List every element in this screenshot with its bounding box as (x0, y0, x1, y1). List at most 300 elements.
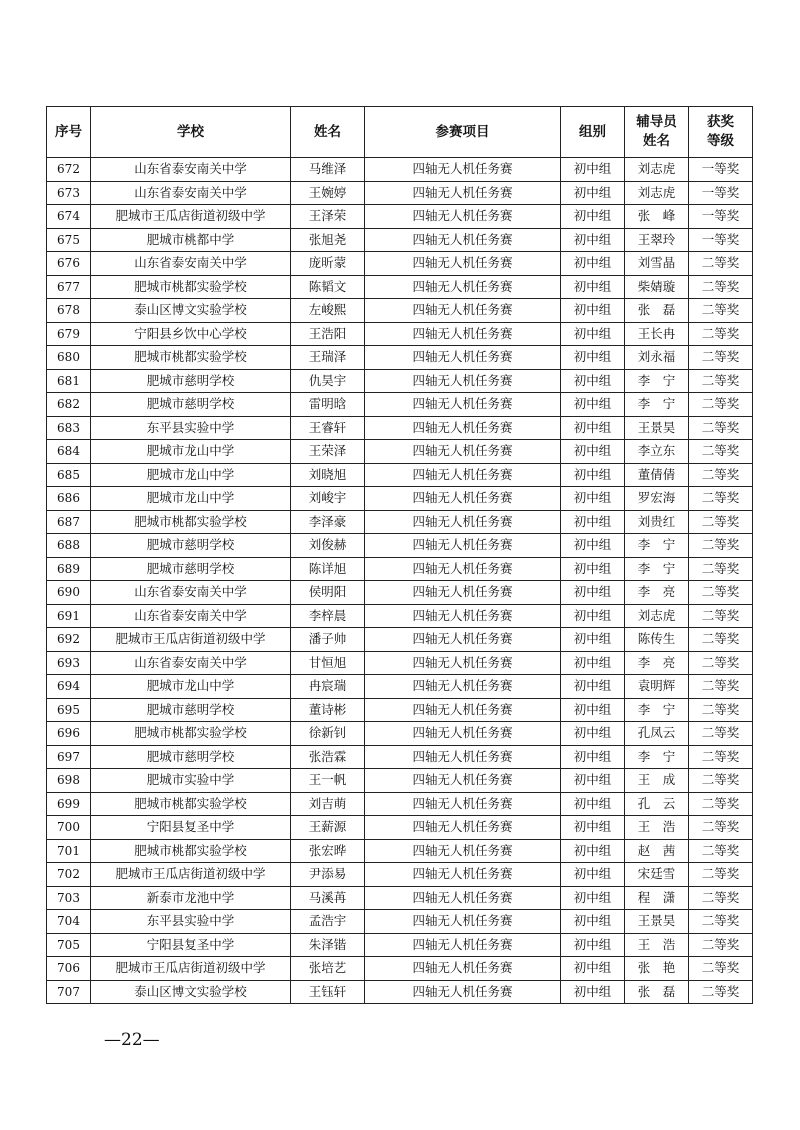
cell-group: 初中组 (561, 745, 625, 769)
cell-no: 703 (47, 886, 91, 910)
table-row (47, 980, 753, 1004)
table-row (47, 910, 753, 934)
cell-coach: 赵 茜 (625, 839, 689, 863)
cell-award: 二等奖 (689, 322, 753, 346)
cell-coach: 张 艳 (625, 957, 689, 981)
cell-no: 695 (47, 698, 91, 722)
cell-project: 四轴无人机任务赛 (365, 675, 561, 699)
cell-project: 四轴无人机任务赛 (365, 722, 561, 746)
cell-award: 二等奖 (689, 299, 753, 323)
cell-project: 四轴无人机任务赛 (365, 957, 561, 981)
table-row (47, 628, 753, 652)
cell-no: 679 (47, 322, 91, 346)
cell-name: 张浩霖 (291, 745, 365, 769)
cell-school: 肥城市王瓜店街道初级中学 (91, 205, 291, 229)
cell-project: 四轴无人机任务赛 (365, 228, 561, 252)
table-header (47, 107, 753, 158)
cell-group: 初中组 (561, 181, 625, 205)
cell-school: 肥城市实验中学 (91, 769, 291, 793)
cell-award: 二等奖 (689, 980, 753, 1004)
cell-school: 肥城市慈明学校 (91, 534, 291, 558)
cell-award: 二等奖 (689, 651, 753, 675)
cell-school: 山东省泰安南关中学 (91, 581, 291, 605)
cell-coach: 王翠玲 (625, 228, 689, 252)
cell-no: 674 (47, 205, 91, 229)
cell-group: 初中组 (561, 557, 625, 581)
cell-coach: 柴婧璇 (625, 275, 689, 299)
cell-no: 696 (47, 722, 91, 746)
table-row (47, 416, 753, 440)
cell-coach: 刘志虎 (625, 181, 689, 205)
cell-name: 董诗彬 (291, 698, 365, 722)
cell-award: 二等奖 (689, 957, 753, 981)
cell-group: 初中组 (561, 933, 625, 957)
table-row (47, 863, 753, 887)
cell-name: 张旭尧 (291, 228, 365, 252)
cell-no: 683 (47, 416, 91, 440)
cell-award: 二等奖 (689, 698, 753, 722)
cell-group: 初中组 (561, 228, 625, 252)
cell-award: 二等奖 (689, 557, 753, 581)
cell-project: 四轴无人机任务赛 (365, 557, 561, 581)
page-number: —22— (104, 1030, 160, 1050)
cell-project: 四轴无人机任务赛 (365, 534, 561, 558)
cell-school: 肥城市桃都实验学校 (91, 722, 291, 746)
cell-award: 二等奖 (689, 792, 753, 816)
table-row (47, 252, 753, 276)
cell-group: 初中组 (561, 510, 625, 534)
cell-project: 四轴无人机任务赛 (365, 252, 561, 276)
cell-coach: 王 浩 (625, 933, 689, 957)
cell-no: 678 (47, 299, 91, 323)
cell-no: 673 (47, 181, 91, 205)
table-row (47, 228, 753, 252)
cell-project: 四轴无人机任务赛 (365, 581, 561, 605)
cell-group: 初中组 (561, 393, 625, 417)
cell-school: 肥城市慈明学校 (91, 557, 291, 581)
cell-group: 初中组 (561, 628, 625, 652)
cell-award: 二等奖 (689, 440, 753, 464)
cell-no: 704 (47, 910, 91, 934)
cell-name: 潘子帅 (291, 628, 365, 652)
cell-name: 刘峻宇 (291, 487, 365, 511)
cell-name: 庞昕蒙 (291, 252, 365, 276)
cell-project: 四轴无人机任务赛 (365, 651, 561, 675)
cell-coach: 袁明辉 (625, 675, 689, 699)
cell-award: 二等奖 (689, 393, 753, 417)
cell-school: 肥城市龙山中学 (91, 487, 291, 511)
cell-name: 张培艺 (291, 957, 365, 981)
table-row (47, 651, 753, 675)
table-row (47, 181, 753, 205)
cell-coach: 张 磊 (625, 299, 689, 323)
cell-group: 初中组 (561, 581, 625, 605)
cell-coach: 张 磊 (625, 980, 689, 1004)
cell-name: 左峻熙 (291, 299, 365, 323)
cell-no: 685 (47, 463, 91, 487)
cell-award: 二等奖 (689, 581, 753, 605)
cell-school: 东平县实验中学 (91, 416, 291, 440)
cell-award: 二等奖 (689, 252, 753, 276)
header-award-line1: 获奖 (707, 114, 734, 130)
cell-no: 689 (47, 557, 91, 581)
cell-group: 初中组 (561, 910, 625, 934)
cell-no: 694 (47, 675, 91, 699)
cell-no: 680 (47, 346, 91, 370)
cell-name: 侯明阳 (291, 581, 365, 605)
cell-award: 一等奖 (689, 228, 753, 252)
cell-coach: 王景昊 (625, 910, 689, 934)
cell-no: 677 (47, 275, 91, 299)
table-row (47, 604, 753, 628)
cell-award: 二等奖 (689, 675, 753, 699)
table-row (47, 463, 753, 487)
cell-coach: 刘贵红 (625, 510, 689, 534)
header-project: 参赛项目 (365, 107, 561, 158)
cell-school: 肥城市慈明学校 (91, 745, 291, 769)
table-row (47, 393, 753, 417)
cell-project: 四轴无人机任务赛 (365, 839, 561, 863)
cell-group: 初中组 (561, 651, 625, 675)
header-coach (625, 107, 689, 158)
cell-coach: 董倩倩 (625, 463, 689, 487)
cell-project: 四轴无人机任务赛 (365, 463, 561, 487)
cell-name: 朱泽锴 (291, 933, 365, 957)
cell-award: 二等奖 (689, 275, 753, 299)
cell-group: 初中组 (561, 604, 625, 628)
table-row (47, 933, 753, 957)
cell-coach: 陈传生 (625, 628, 689, 652)
cell-coach: 李 宁 (625, 557, 689, 581)
header-no: 序号 (47, 107, 91, 158)
cell-award: 一等奖 (689, 205, 753, 229)
cell-coach: 张 峰 (625, 205, 689, 229)
cell-award: 二等奖 (689, 863, 753, 887)
table-row (47, 698, 753, 722)
cell-project: 四轴无人机任务赛 (365, 487, 561, 511)
cell-coach: 罗宏海 (625, 487, 689, 511)
cell-school: 山东省泰安南关中学 (91, 158, 291, 182)
cell-name: 刘俊赫 (291, 534, 365, 558)
table-row (47, 369, 753, 393)
cell-award: 二等奖 (689, 416, 753, 440)
cell-name: 李泽豪 (291, 510, 365, 534)
cell-no: 676 (47, 252, 91, 276)
header-award-line2: 等级 (707, 133, 734, 149)
cell-coach: 刘永福 (625, 346, 689, 370)
cell-school: 肥城市龙山中学 (91, 463, 291, 487)
cell-project: 四轴无人机任务赛 (365, 158, 561, 182)
cell-project: 四轴无人机任务赛 (365, 440, 561, 464)
table-row (47, 534, 753, 558)
cell-group: 初中组 (561, 863, 625, 887)
cell-coach: 李 亮 (625, 651, 689, 675)
cell-group: 初中组 (561, 252, 625, 276)
cell-award: 二等奖 (689, 886, 753, 910)
cell-award: 二等奖 (689, 933, 753, 957)
cell-group: 初中组 (561, 299, 625, 323)
cell-school: 东平县实验中学 (91, 910, 291, 934)
table-row (47, 557, 753, 581)
cell-no: 690 (47, 581, 91, 605)
cell-school: 肥城市王瓜店街道初级中学 (91, 957, 291, 981)
table-row (47, 886, 753, 910)
cell-group: 初中组 (561, 816, 625, 840)
cell-award: 二等奖 (689, 839, 753, 863)
cell-school: 肥城市桃都实验学校 (91, 346, 291, 370)
cell-name: 王泽荣 (291, 205, 365, 229)
table-row (47, 322, 753, 346)
cell-school: 泰山区博文实验学校 (91, 980, 291, 1004)
header-coach-line1: 辅导员 (636, 114, 677, 130)
cell-coach: 刘志虎 (625, 604, 689, 628)
cell-school: 肥城市桃都实验学校 (91, 510, 291, 534)
table-body (47, 158, 753, 1004)
cell-award: 二等奖 (689, 722, 753, 746)
table-row (47, 675, 753, 699)
cell-name: 雷明晗 (291, 393, 365, 417)
cell-school: 宁阳县乡饮中心学校 (91, 322, 291, 346)
cell-group: 初中组 (561, 346, 625, 370)
cell-no: 707 (47, 980, 91, 1004)
cell-name: 陈详旭 (291, 557, 365, 581)
awards-table (46, 106, 753, 1004)
cell-school: 肥城市龙山中学 (91, 440, 291, 464)
cell-group: 初中组 (561, 792, 625, 816)
cell-no: 684 (47, 440, 91, 464)
cell-coach: 李 宁 (625, 393, 689, 417)
cell-name: 孟浩宇 (291, 910, 365, 934)
cell-school: 泰山区博文实验学校 (91, 299, 291, 323)
cell-coach: 王 成 (625, 769, 689, 793)
table-row (47, 745, 753, 769)
cell-award: 二等奖 (689, 510, 753, 534)
cell-school: 肥城市王瓜店街道初级中学 (91, 863, 291, 887)
cell-project: 四轴无人机任务赛 (365, 792, 561, 816)
cell-coach: 程 潇 (625, 886, 689, 910)
cell-coach: 李 宁 (625, 745, 689, 769)
cell-school: 肥城市桃都实验学校 (91, 275, 291, 299)
cell-project: 四轴无人机任务赛 (365, 299, 561, 323)
header-coach-line2: 姓名 (643, 133, 670, 149)
cell-award: 二等奖 (689, 816, 753, 840)
cell-no: 705 (47, 933, 91, 957)
cell-project: 四轴无人机任务赛 (365, 745, 561, 769)
cell-project: 四轴无人机任务赛 (365, 205, 561, 229)
header-group: 组别 (561, 107, 625, 158)
cell-school: 肥城市王瓜店街道初级中学 (91, 628, 291, 652)
cell-school: 肥城市龙山中学 (91, 675, 291, 699)
cell-no: 692 (47, 628, 91, 652)
cell-no: 701 (47, 839, 91, 863)
cell-group: 初中组 (561, 275, 625, 299)
cell-name: 马溪苒 (291, 886, 365, 910)
cell-name: 王荣泽 (291, 440, 365, 464)
cell-award: 二等奖 (689, 346, 753, 370)
cell-name: 王薪源 (291, 816, 365, 840)
cell-no: 682 (47, 393, 91, 417)
cell-no: 675 (47, 228, 91, 252)
cell-group: 初中组 (561, 839, 625, 863)
cell-name: 仇昊宇 (291, 369, 365, 393)
cell-name: 尹添易 (291, 863, 365, 887)
table-row (47, 205, 753, 229)
cell-project: 四轴无人机任务赛 (365, 369, 561, 393)
cell-school: 山东省泰安南关中学 (91, 252, 291, 276)
cell-name: 王一帆 (291, 769, 365, 793)
header-award (689, 107, 753, 158)
table-row (47, 839, 753, 863)
cell-group: 初中组 (561, 205, 625, 229)
table-row (47, 722, 753, 746)
cell-name: 李梓晨 (291, 604, 365, 628)
cell-project: 四轴无人机任务赛 (365, 816, 561, 840)
cell-project: 四轴无人机任务赛 (365, 275, 561, 299)
cell-project: 四轴无人机任务赛 (365, 886, 561, 910)
cell-no: 672 (47, 158, 91, 182)
cell-coach: 李 宁 (625, 534, 689, 558)
table-row (47, 440, 753, 464)
cell-no: 706 (47, 957, 91, 981)
cell-project: 四轴无人机任务赛 (365, 393, 561, 417)
cell-no: 702 (47, 863, 91, 887)
table-row (47, 275, 753, 299)
cell-no: 693 (47, 651, 91, 675)
cell-name: 刘晓旭 (291, 463, 365, 487)
cell-group: 初中组 (561, 369, 625, 393)
cell-project: 四轴无人机任务赛 (365, 604, 561, 628)
cell-coach: 王 浩 (625, 816, 689, 840)
cell-group: 初中组 (561, 487, 625, 511)
table-row (47, 957, 753, 981)
header-name: 姓名 (291, 107, 365, 158)
cell-project: 四轴无人机任务赛 (365, 980, 561, 1004)
table-row (47, 346, 753, 370)
cell-no: 687 (47, 510, 91, 534)
cell-coach: 李立东 (625, 440, 689, 464)
cell-coach: 李 亮 (625, 581, 689, 605)
cell-group: 初中组 (561, 534, 625, 558)
cell-no: 698 (47, 769, 91, 793)
cell-coach: 孔凤云 (625, 722, 689, 746)
cell-no: 681 (47, 369, 91, 393)
cell-group: 初中组 (561, 675, 625, 699)
table-row (47, 581, 753, 605)
cell-name: 徐新钊 (291, 722, 365, 746)
cell-project: 四轴无人机任务赛 (365, 416, 561, 440)
cell-project: 四轴无人机任务赛 (365, 322, 561, 346)
cell-name: 王瑞泽 (291, 346, 365, 370)
cell-group: 初中组 (561, 698, 625, 722)
cell-school: 肥城市慈明学校 (91, 698, 291, 722)
cell-award: 二等奖 (689, 769, 753, 793)
cell-coach: 王景昊 (625, 416, 689, 440)
cell-award: 二等奖 (689, 628, 753, 652)
cell-group: 初中组 (561, 980, 625, 1004)
cell-project: 四轴无人机任务赛 (365, 628, 561, 652)
cell-coach: 刘雪晶 (625, 252, 689, 276)
cell-group: 初中组 (561, 886, 625, 910)
cell-project: 四轴无人机任务赛 (365, 698, 561, 722)
cell-award: 二等奖 (689, 910, 753, 934)
table-row (47, 158, 753, 182)
cell-coach: 刘志虎 (625, 158, 689, 182)
cell-award: 二等奖 (689, 463, 753, 487)
cell-project: 四轴无人机任务赛 (365, 346, 561, 370)
cell-award: 二等奖 (689, 745, 753, 769)
cell-school: 山东省泰安南关中学 (91, 651, 291, 675)
cell-award: 二等奖 (689, 534, 753, 558)
cell-name: 刘吉萌 (291, 792, 365, 816)
cell-no: 700 (47, 816, 91, 840)
cell-name: 王婉婷 (291, 181, 365, 205)
cell-no: 697 (47, 745, 91, 769)
cell-no: 686 (47, 487, 91, 511)
cell-school: 肥城市慈明学校 (91, 369, 291, 393)
cell-award: 二等奖 (689, 604, 753, 628)
cell-name: 冉宸瑞 (291, 675, 365, 699)
table-row (47, 299, 753, 323)
cell-no: 699 (47, 792, 91, 816)
table-row (47, 792, 753, 816)
cell-group: 初中组 (561, 957, 625, 981)
cell-coach: 孔 云 (625, 792, 689, 816)
cell-project: 四轴无人机任务赛 (365, 910, 561, 934)
cell-name: 王浩阳 (291, 322, 365, 346)
cell-no: 691 (47, 604, 91, 628)
cell-coach: 李 宁 (625, 369, 689, 393)
cell-project: 四轴无人机任务赛 (365, 863, 561, 887)
cell-school: 宁阳县复圣中学 (91, 933, 291, 957)
cell-name: 甘恒旭 (291, 651, 365, 675)
cell-group: 初中组 (561, 158, 625, 182)
table-row (47, 816, 753, 840)
cell-name: 张宏晔 (291, 839, 365, 863)
cell-school: 肥城市桃都中学 (91, 228, 291, 252)
cell-group: 初中组 (561, 722, 625, 746)
cell-coach: 宋廷雪 (625, 863, 689, 887)
cell-group: 初中组 (561, 416, 625, 440)
cell-award: 一等奖 (689, 181, 753, 205)
header-row (47, 107, 753, 158)
cell-award: 二等奖 (689, 369, 753, 393)
cell-school: 肥城市慈明学校 (91, 393, 291, 417)
cell-coach: 李 宁 (625, 698, 689, 722)
cell-project: 四轴无人机任务赛 (365, 769, 561, 793)
cell-award: 二等奖 (689, 487, 753, 511)
cell-no: 688 (47, 534, 91, 558)
cell-group: 初中组 (561, 440, 625, 464)
cell-name: 王钰轩 (291, 980, 365, 1004)
cell-school: 宁阳县复圣中学 (91, 816, 291, 840)
cell-school: 山东省泰安南关中学 (91, 604, 291, 628)
cell-coach: 王长冉 (625, 322, 689, 346)
cell-project: 四轴无人机任务赛 (365, 933, 561, 957)
cell-project: 四轴无人机任务赛 (365, 510, 561, 534)
cell-name: 马维泽 (291, 158, 365, 182)
table-row (47, 510, 753, 534)
header-school: 学校 (91, 107, 291, 158)
cell-school: 新泰市龙池中学 (91, 886, 291, 910)
cell-school: 肥城市桃都实验学校 (91, 839, 291, 863)
cell-school: 山东省泰安南关中学 (91, 181, 291, 205)
cell-award: 一等奖 (689, 158, 753, 182)
cell-school: 肥城市桃都实验学校 (91, 792, 291, 816)
table-row (47, 769, 753, 793)
table-row (47, 487, 753, 511)
cell-group: 初中组 (561, 463, 625, 487)
cell-name: 王睿轩 (291, 416, 365, 440)
